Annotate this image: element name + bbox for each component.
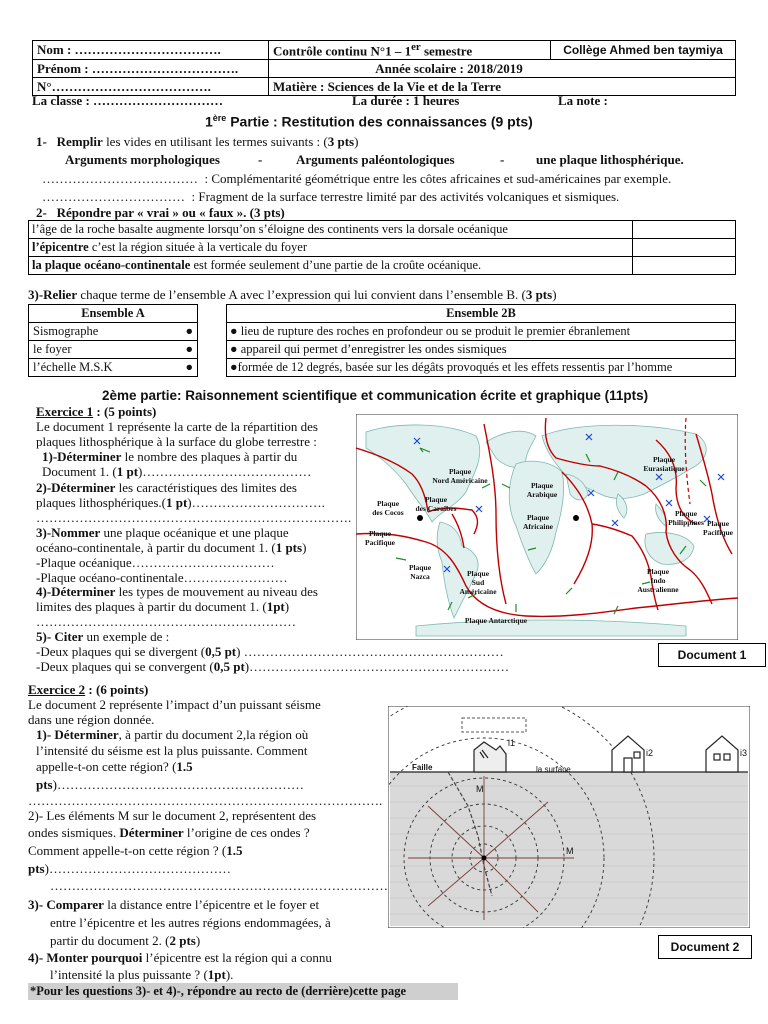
q2-instruction <box>36 205 285 221</box>
label-surface: la surface <box>536 765 571 774</box>
ex1-q3-line2 <box>36 540 306 556</box>
blank-1-dots: ……………………………… <box>42 171 198 186</box>
ex2-q4-line1 <box>28 950 332 966</box>
label-caraibes-2: des Caraïbes <box>415 504 457 513</box>
ex2-q4-verb: Monter pourquoi <box>46 950 143 965</box>
label-cocos-1: Plaque <box>376 499 400 508</box>
ex2-q1-line3-text: appelle-t-on cette région? ( <box>36 759 177 774</box>
label-sud-am-2: Sud <box>471 578 485 587</box>
ex1-title: Exercice 1 <box>36 404 94 419</box>
vf-text: l’âge de la roche basalte augmente lorsqu’on s’éloigne des continents vers la dorsale océanique <box>32 222 508 236</box>
ex2-title: Exercice 2 <box>28 682 86 697</box>
label-pacifique-w-2: Pacifique <box>365 538 395 547</box>
blank-1-text: : Complémentarité géométrique entre les côtes africaines et sud-américaines par exemple. <box>204 171 672 186</box>
q2-verb: Répondre <box>56 205 112 220</box>
ex1-q5-b <box>36 659 509 675</box>
blank-1 <box>42 171 671 187</box>
label-caraibes-1: Plaque <box>424 495 448 504</box>
ex2-q1-line1 <box>36 727 308 743</box>
q2-text: par « vrai » ou « faux ». (3 pts) <box>111 205 285 220</box>
ex1-q5-a <box>36 644 504 660</box>
ensemble-a-label: le foyer <box>33 342 72 356</box>
ex2-q4-line2-text: l’intensité la plus puissante ? ( <box>50 967 208 982</box>
ex2-q3-line3-text: partir du document 2. ( <box>50 933 170 948</box>
answer-box <box>462 718 526 732</box>
label-philippines-2: Philippines <box>668 518 704 527</box>
label-nord-am-2: Nord Américaine <box>432 476 488 485</box>
ex1-q4-text: les types de mouvement au niveau des <box>115 584 318 599</box>
label-eurasie-2: Eurasiatique <box>643 464 685 473</box>
vf-bold: l’épicentre <box>32 240 89 254</box>
q1-instruction <box>36 134 358 150</box>
ex1-q5-a-dots: ) …………………………………………………… <box>236 644 504 659</box>
ex2-q3-end: ) <box>195 933 201 948</box>
prenom-field: Prénom : ……………………………. <box>33 60 269 78</box>
ex2-q3-num: 3)- <box>28 897 47 912</box>
ex2-q3-text: la distance entre l’épicentre et le foyer et <box>103 897 320 912</box>
label-i1: i1 <box>508 738 516 748</box>
ensemble-b-item <box>227 323 736 341</box>
ex1-q4-verb: 4)-Déterminer <box>36 584 116 599</box>
label-pacifique-w-1: Plaque <box>368 529 392 538</box>
ex1-q1-verb: 1)-Déterminer <box>42 449 122 464</box>
vf-bold: la plaque océano-continentale <box>32 258 191 272</box>
term-sep-2: - <box>500 152 505 167</box>
ex2-q2-line1: 2)- Les éléments M sur le document 2, représentent des <box>28 808 317 823</box>
q1-verb: Remplir <box>56 134 103 149</box>
bullet-icon[interactable]: ● <box>185 324 193 338</box>
ex2-q3-line3 <box>50 933 200 949</box>
label-nord-am-1: Plaque <box>448 467 472 476</box>
blank-2-text: : Fragment de la surface terrestre limité par des activités volcaniques et sismiques. <box>191 189 620 204</box>
q3-num: 3)- <box>28 287 44 302</box>
ex1-q5-a-pts: 0,5 pt <box>205 644 237 659</box>
ex1-q5-num: 5)- <box>36 629 52 644</box>
ensemble-b-title: Ensemble 2B <box>227 305 736 323</box>
ensemble-b-label: formée de 12 degrés, basée sur les dégâts provoqués et les effets ressentis par l’homme <box>237 360 673 374</box>
bullet-icon[interactable]: ● <box>185 342 193 356</box>
vf-statement <box>29 257 633 275</box>
ensemble-b-label: appareil qui permet d’enregistrer les ondes sismiques <box>240 342 507 356</box>
q3-instruction <box>28 287 557 303</box>
ex2-q2-b: ondes sismiques. <box>28 825 120 840</box>
label-m-right: M <box>566 846 574 856</box>
hotspot-dot <box>573 515 579 521</box>
label-sud-am-3: Américaine <box>459 587 497 596</box>
ex2-q3-line1 <box>28 897 319 913</box>
ensemble-a-item <box>29 341 198 359</box>
recto-note: *Pour les questions 3)- et 4)-, répondre au recto de (derrière)cette page <box>30 984 407 998</box>
ex1-q1-dots: )………………………………… <box>138 464 312 479</box>
ex1-q4-dots: …………………………………………………… <box>36 614 296 629</box>
term-morpho: Arguments morphologiques <box>65 152 220 167</box>
ex2-intro-2: dans une région donnée. <box>28 712 155 727</box>
ex1-q2-text: les caractéristiques des limites des <box>115 480 297 495</box>
ex1-pts: : (5 points) <box>93 404 157 419</box>
header-table <box>32 40 736 96</box>
ex2-q4-num: 4)- <box>28 950 47 965</box>
ex1-q4-end: ) <box>284 599 290 614</box>
ex1-q3-end: ) <box>302 540 307 555</box>
ex2-q4-line2 <box>50 967 233 983</box>
ex2-q2-e-dots: )…………………………………… <box>44 861 231 876</box>
bullet-icon[interactable]: ● <box>230 342 238 356</box>
ex2-heading <box>28 682 148 698</box>
note-field: La note : <box>558 93 608 108</box>
q1-text: les vides en utilisant les termes suivants : ( <box>102 134 328 149</box>
plate-map <box>356 414 738 640</box>
ex1-q3-line1 <box>36 525 289 541</box>
document-2-label: Document 2 <box>658 935 752 959</box>
ex1-q2-dots: )…………………………. <box>187 495 325 510</box>
ex2-q3-pts: 2 pts <box>169 933 196 948</box>
ex2-pts: : (6 points) <box>85 682 149 697</box>
label-arabique-2: Arabique <box>526 490 558 499</box>
controle-sup: er <box>411 41 421 53</box>
ex1-q3-a: -Plaque océanique…………………………… <box>36 555 275 570</box>
blank-2 <box>42 189 619 205</box>
ex2-q1-verb: Déterminer <box>51 727 119 742</box>
ex2-q1-dots: )………………………………………………… <box>52 777 304 792</box>
vf-text: c’est la région située à la verticale du foyer <box>88 240 308 254</box>
vf-row <box>29 257 736 275</box>
ex2-q2-line3 <box>28 843 242 859</box>
ensemble-b-item <box>227 359 736 377</box>
ex1-q3-line2-text: océano-continentale, à partir du document 1. ( <box>36 540 276 555</box>
ex1-q2-line2-text: plaques lithosphériques.( <box>36 495 166 510</box>
controle-title <box>269 41 551 60</box>
ensemble-b-item <box>227 341 736 359</box>
vf-statement <box>29 221 633 239</box>
ex2-q1-pts: 1.5 <box>176 759 193 774</box>
ex2-q1-num: 1)- <box>36 727 52 742</box>
q3-end: ) <box>552 287 557 302</box>
q3-text: chaque terme de l’ensemble A avec l’expression qui lui convient dans l’ensemble B. ( <box>77 287 526 302</box>
ex2-q2-d: Comment appelle-t-on cette région ? ( <box>28 843 227 858</box>
label-eurasie-1: Plaque <box>652 455 676 464</box>
label-m-top: M <box>476 784 484 794</box>
numero-field: N°………………………………. <box>33 78 269 96</box>
vf-row <box>29 221 736 239</box>
ex1-q3-pts: 1 pts <box>275 540 303 555</box>
ex2-q4-text: l’épicentre est la région qui a connu <box>142 950 332 965</box>
ex2-q1-pts-word: pts <box>36 777 53 792</box>
ex1-q2-line3: ………………………………………………………………. <box>36 510 352 525</box>
term-sep-1: - <box>258 152 263 167</box>
ex1-q2-line2 <box>36 495 325 511</box>
label-pacifique-e-1: Plaque <box>706 519 730 528</box>
ex2-q2-c: l’origine de ces ondes ? <box>183 825 310 840</box>
ex1-q5-b-dots: )…………………………………………………… <box>244 659 510 674</box>
ex2-q2-line4 <box>28 861 231 877</box>
q3-verb: Relier <box>43 287 78 302</box>
label-pacifique-e-2: Pacifique <box>703 528 733 537</box>
bullet-icon[interactable]: ● <box>230 360 238 374</box>
ensemble-b-table <box>226 304 736 377</box>
ex1-q4-line2-text: limites des plaques à partir du document 1. ( <box>36 599 267 614</box>
vf-answer-cell[interactable] <box>633 221 736 239</box>
ex1-q3-text: une plaque océanique et une plaque <box>100 525 289 540</box>
ex1-q5-a-text: -Deux plaques qui se divergent ( <box>36 644 206 659</box>
part1-title-num: 1 <box>205 113 213 130</box>
vf-statement <box>29 239 633 257</box>
seismic-figure <box>388 706 750 928</box>
q1-pts: 3 pts <box>327 134 355 149</box>
vf-answer-cell[interactable] <box>633 239 736 257</box>
ex1-q5-b-text: -Deux plaques qui se convergent ( <box>36 659 214 674</box>
duree: La durée : 1 heures <box>352 93 460 108</box>
label-philippines-1: Plaque <box>674 509 698 518</box>
ex2-q3-verb: Comparer <box>46 897 104 912</box>
ensemble-a-item <box>29 359 198 377</box>
part1-title-sup: ère <box>212 113 227 123</box>
matiere: Matière : Sciences de la Vie et de la Terre <box>269 78 736 96</box>
ensemble-b-label: lieu de rupture des roches en profondeur ou se produit le premier ébranlement <box>240 324 631 338</box>
label-sud-am-1: Plaque <box>466 569 490 578</box>
ex2-q4-pts: 1pt <box>207 967 226 982</box>
ex1-q3-verb: 3)-Nommer <box>36 525 101 540</box>
ex2-q2-line5: …………………………………………………………………… <box>50 878 388 893</box>
ensemble-a-table <box>28 304 198 377</box>
label-africaine-2: Africaine <box>523 522 553 531</box>
term-plaque: une plaque lithosphérique. <box>536 152 684 167</box>
ex1-q2-line1 <box>36 480 297 496</box>
ex1-intro-1: Le document 1 représente la carte de la répartition des <box>36 419 318 434</box>
blank-2-dots: …………………………… <box>42 189 185 204</box>
classe-field: La classe : ………………………… <box>32 93 224 108</box>
part1-title-text: Partie : Restitution des connaissances (9 pts) <box>226 113 533 130</box>
ex1-q1-text: le nombre des plaques à partir du <box>121 449 298 464</box>
q1-num: 1- <box>36 134 47 149</box>
label-nazca-2: Nazca <box>410 572 430 581</box>
hotspot-dot <box>417 515 423 521</box>
q2-num: 2- <box>36 205 47 220</box>
vf-text: est formée seulement d’une partie de la croûte océanique. <box>190 258 482 272</box>
ex1-heading <box>36 404 156 420</box>
ex2-q2-verb: Déterminer <box>119 825 184 840</box>
label-faille: Faille <box>412 763 433 772</box>
label-antarctique: Plaque Antarctique <box>464 616 528 625</box>
ex1-q2-verb: 2)-Déterminer <box>36 480 116 495</box>
ensemble-a-label: l’échelle M.S.K <box>33 360 113 374</box>
vf-answer-cell[interactable] <box>633 257 736 275</box>
controle-end: semestre <box>420 43 473 59</box>
ex1-q1-line2-text: Document 1. ( <box>42 464 117 479</box>
ex2-q1-line2: l’intensité du séisme est la plus puissante. Comment <box>36 743 308 758</box>
bullet-icon[interactable]: ● <box>185 360 193 374</box>
ex1-q1-line2 <box>42 464 311 480</box>
term-paleo: Arguments paléontologiques <box>296 152 455 167</box>
ex1-q4-pts: 1pt <box>266 599 285 614</box>
ex1-q1-pts: 1 pt <box>116 464 139 479</box>
ex1-q5-b-pts: 0,5 pt <box>213 659 245 674</box>
ex2-q2-line2 <box>28 825 310 841</box>
ex1-q5-text: un exemple de : <box>83 629 170 644</box>
label-arabique-1: Plaque <box>530 481 554 490</box>
label-i3: i3 <box>740 748 748 758</box>
ex2-q2-pts: 1.5 <box>226 843 243 858</box>
ex2-q3-line2: entre l’épicentre et les autres régions endommagées, à <box>50 915 331 930</box>
ex2-q1-line4 <box>36 777 304 793</box>
ex2-q1-line5: ………………………………………………………………………. <box>28 793 383 808</box>
q3-pts: 3 pts <box>525 287 553 302</box>
ex1-q2-pts: 1 pt <box>165 495 188 510</box>
ex1-q4-line2 <box>36 599 289 615</box>
ex1-q4-line1 <box>36 584 318 600</box>
annee-scolaire: Année scolaire : 2018/2019 <box>269 60 736 78</box>
ex2-intro-1: Le document 2 représente l’impact d’un puissant séisme <box>28 697 321 712</box>
label-africaine-1: Plaque <box>526 513 550 522</box>
ex1-q5-line1 <box>36 629 169 645</box>
vrai-faux-table <box>28 220 736 275</box>
document-1-label: Document 1 <box>658 643 766 667</box>
label-nazca-1: Plaque <box>408 563 432 572</box>
label-cocos-2: des Cocos <box>372 508 404 517</box>
college-name: Collège Ahmed ben taymiya <box>551 41 736 60</box>
ex1-q1-line1 <box>42 449 297 465</box>
part2-title: 2ème partie: Raisonnement scientifique et communication écrite et graphique (11pts) <box>102 388 649 403</box>
label-indo-3: Australienne <box>637 585 679 594</box>
ex1-intro-2: plaques lithosphérique à la surface du globe terrestre : <box>36 434 317 449</box>
ensemble-a-label: Sismographe <box>33 324 99 338</box>
bullet-icon[interactable]: ● <box>230 324 238 338</box>
ensemble-a-item <box>29 323 198 341</box>
label-i2: i2 <box>646 748 654 758</box>
label-indo-1: Plaque <box>646 567 670 576</box>
ex1-q3-b: -Plaque océano-continentale…………………… <box>36 570 288 585</box>
ex2-q2-pts-word: pts <box>28 861 45 876</box>
ex2-q4-end: ). <box>225 967 234 982</box>
ex2-q1-text: , à partir du document 2,la région où <box>118 727 309 742</box>
controle-text: Contrôle continu N°1 – 1 <box>273 43 412 59</box>
q1-end: ) <box>354 134 359 149</box>
nom-field: Nom : ……………………………. <box>33 41 269 60</box>
ex1-q5-verb: Citer <box>51 629 84 644</box>
ex2-q1-line3 <box>36 759 193 775</box>
focus-point <box>482 856 487 861</box>
vf-row <box>29 239 736 257</box>
ensemble-a-title: Ensemble A <box>29 305 198 323</box>
label-indo-2: Indo <box>650 576 666 585</box>
part1-title <box>205 113 533 130</box>
